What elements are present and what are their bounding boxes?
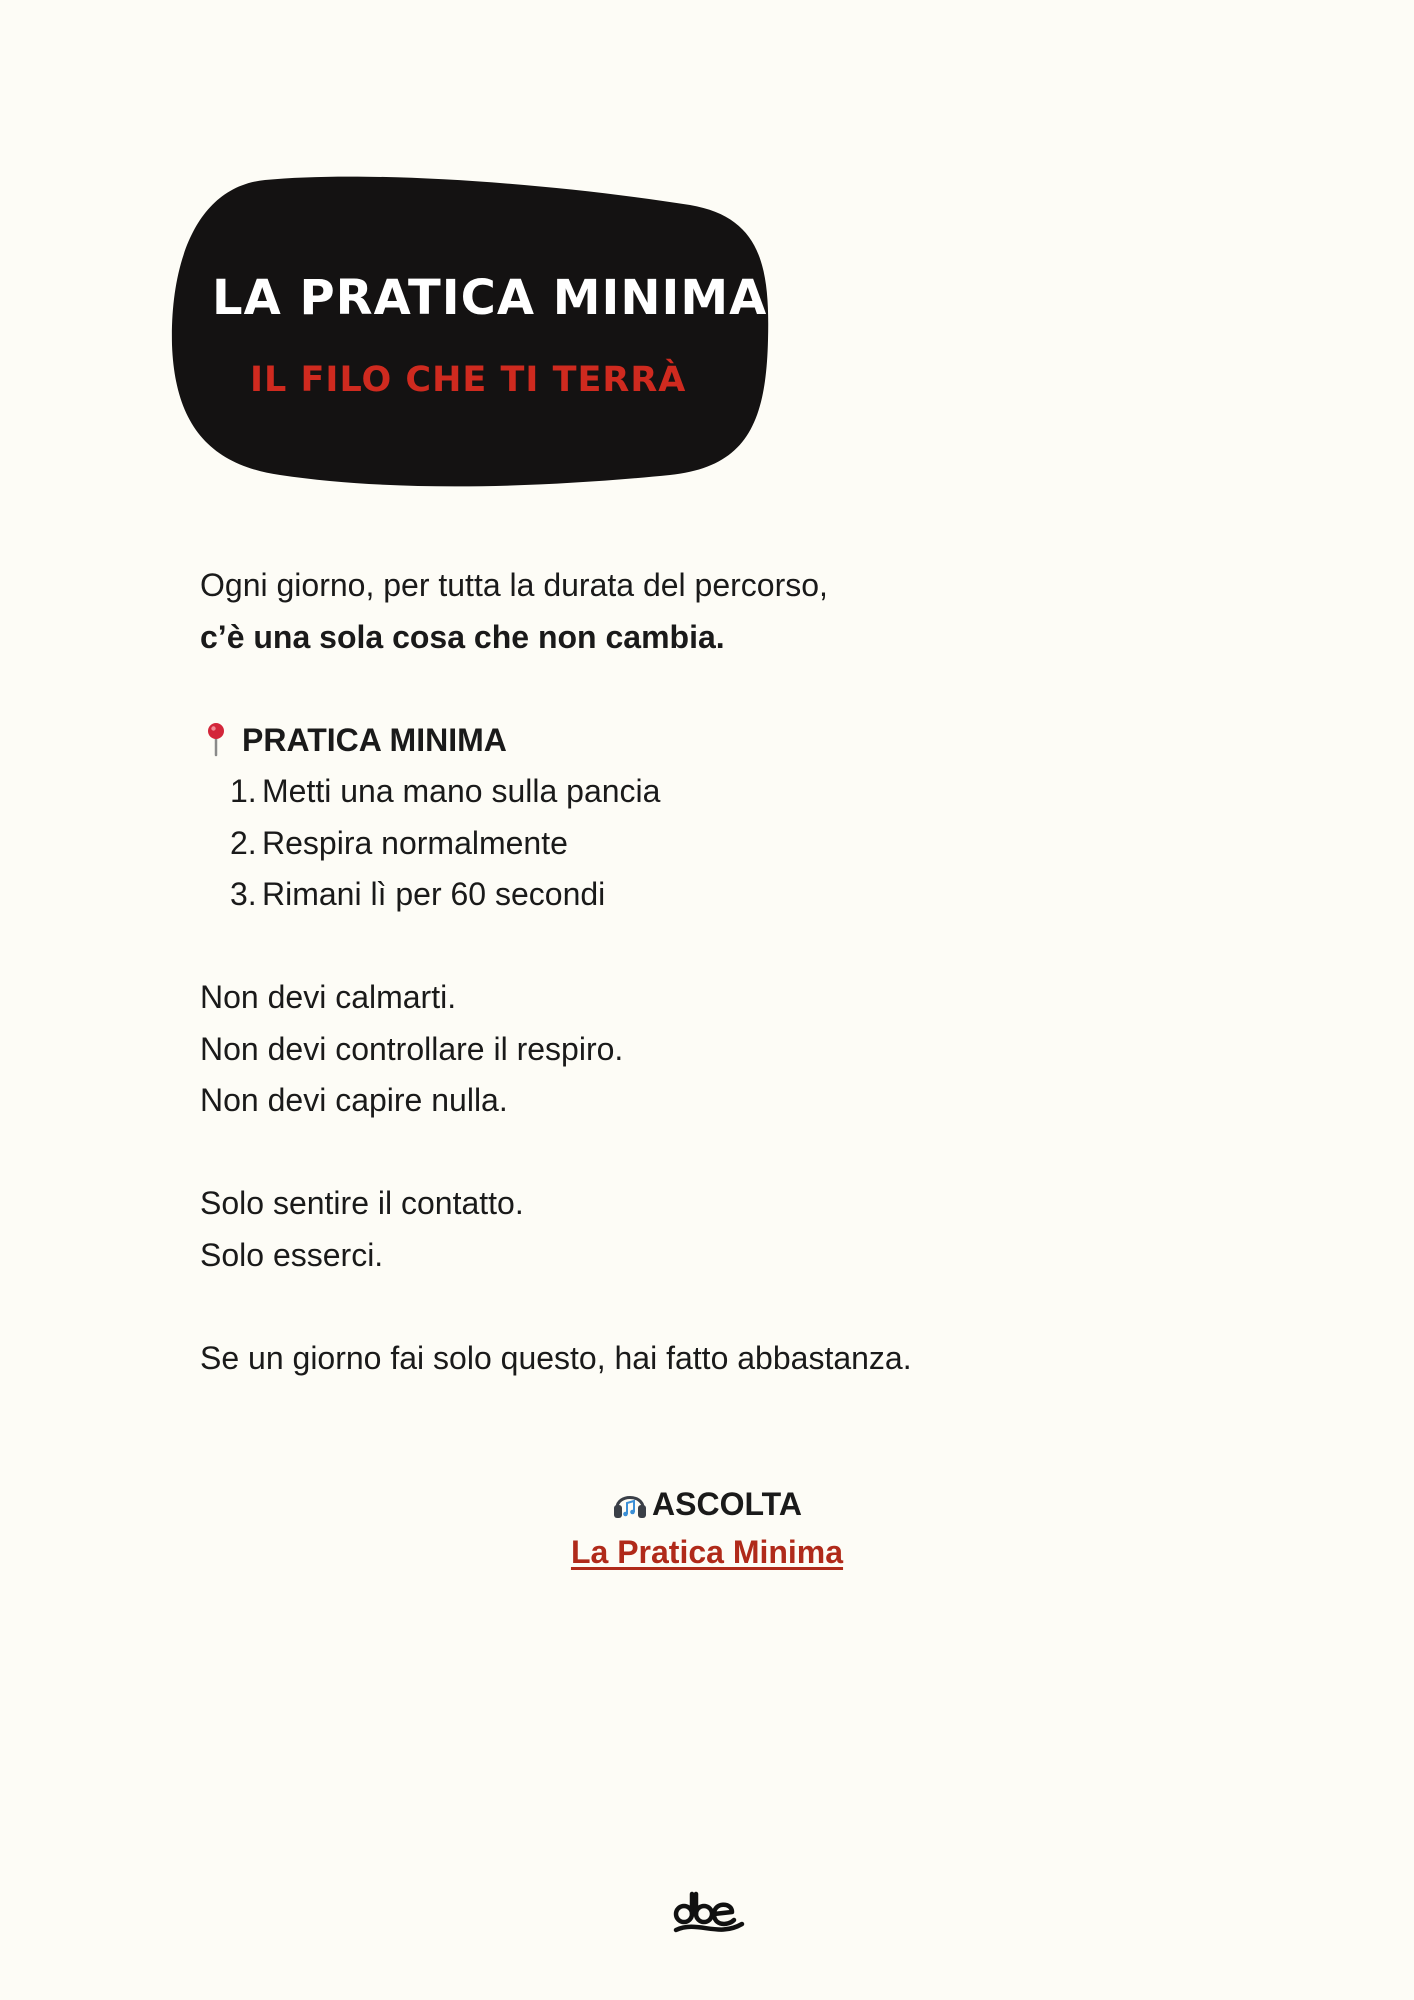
title-block — [170, 175, 770, 495]
practice-heading — [200, 715, 1200, 767]
listen-section — [0, 1480, 1414, 1576]
pin-icon — [200, 721, 232, 757]
not-line-1: Non devi calmarti. — [200, 979, 457, 1015]
listen-label: ASCOLTA — [652, 1486, 802, 1522]
only-line-2: Solo esserci. — [200, 1236, 384, 1273]
title-blob-shape — [170, 175, 770, 495]
headphones-icon — [612, 1485, 648, 1519]
list-item: 3. Rimani lì per 60 secondi — [230, 876, 606, 912]
only-line-1: Solo sentire il contatto. — [200, 1185, 524, 1221]
main-content — [200, 560, 1200, 1384]
list-item: 2. Respira normalmente — [230, 824, 568, 861]
intro-line-1: Ogni giorno, per tutta la durata del percorso, — [200, 567, 828, 603]
not-line-2: Non devi controllare il respiro. — [200, 1030, 624, 1067]
page-subtitle: IL FILO CHE TI TERRÀ — [250, 360, 687, 400]
closing-line: Se un giorno fai solo questo, hai fatto abbastanza. — [200, 1339, 912, 1376]
page-title: LA PRATICA MINIMA — [212, 270, 768, 326]
practice-steps — [200, 766, 1200, 921]
intro-line-2: c’è una sola cosa che non cambia. — [200, 618, 725, 655]
not-line-3: Non devi capire nulla. — [200, 1082, 508, 1118]
list-item: 1. Metti una mano sulla pancia — [230, 773, 661, 809]
listen-heading — [0, 1480, 1414, 1528]
listen-link[interactable]: La Pratica Minima — [570, 1534, 844, 1570]
brand-logo — [668, 1880, 748, 1940]
practice-heading-label: PRATICA MINIMA — [242, 721, 507, 758]
